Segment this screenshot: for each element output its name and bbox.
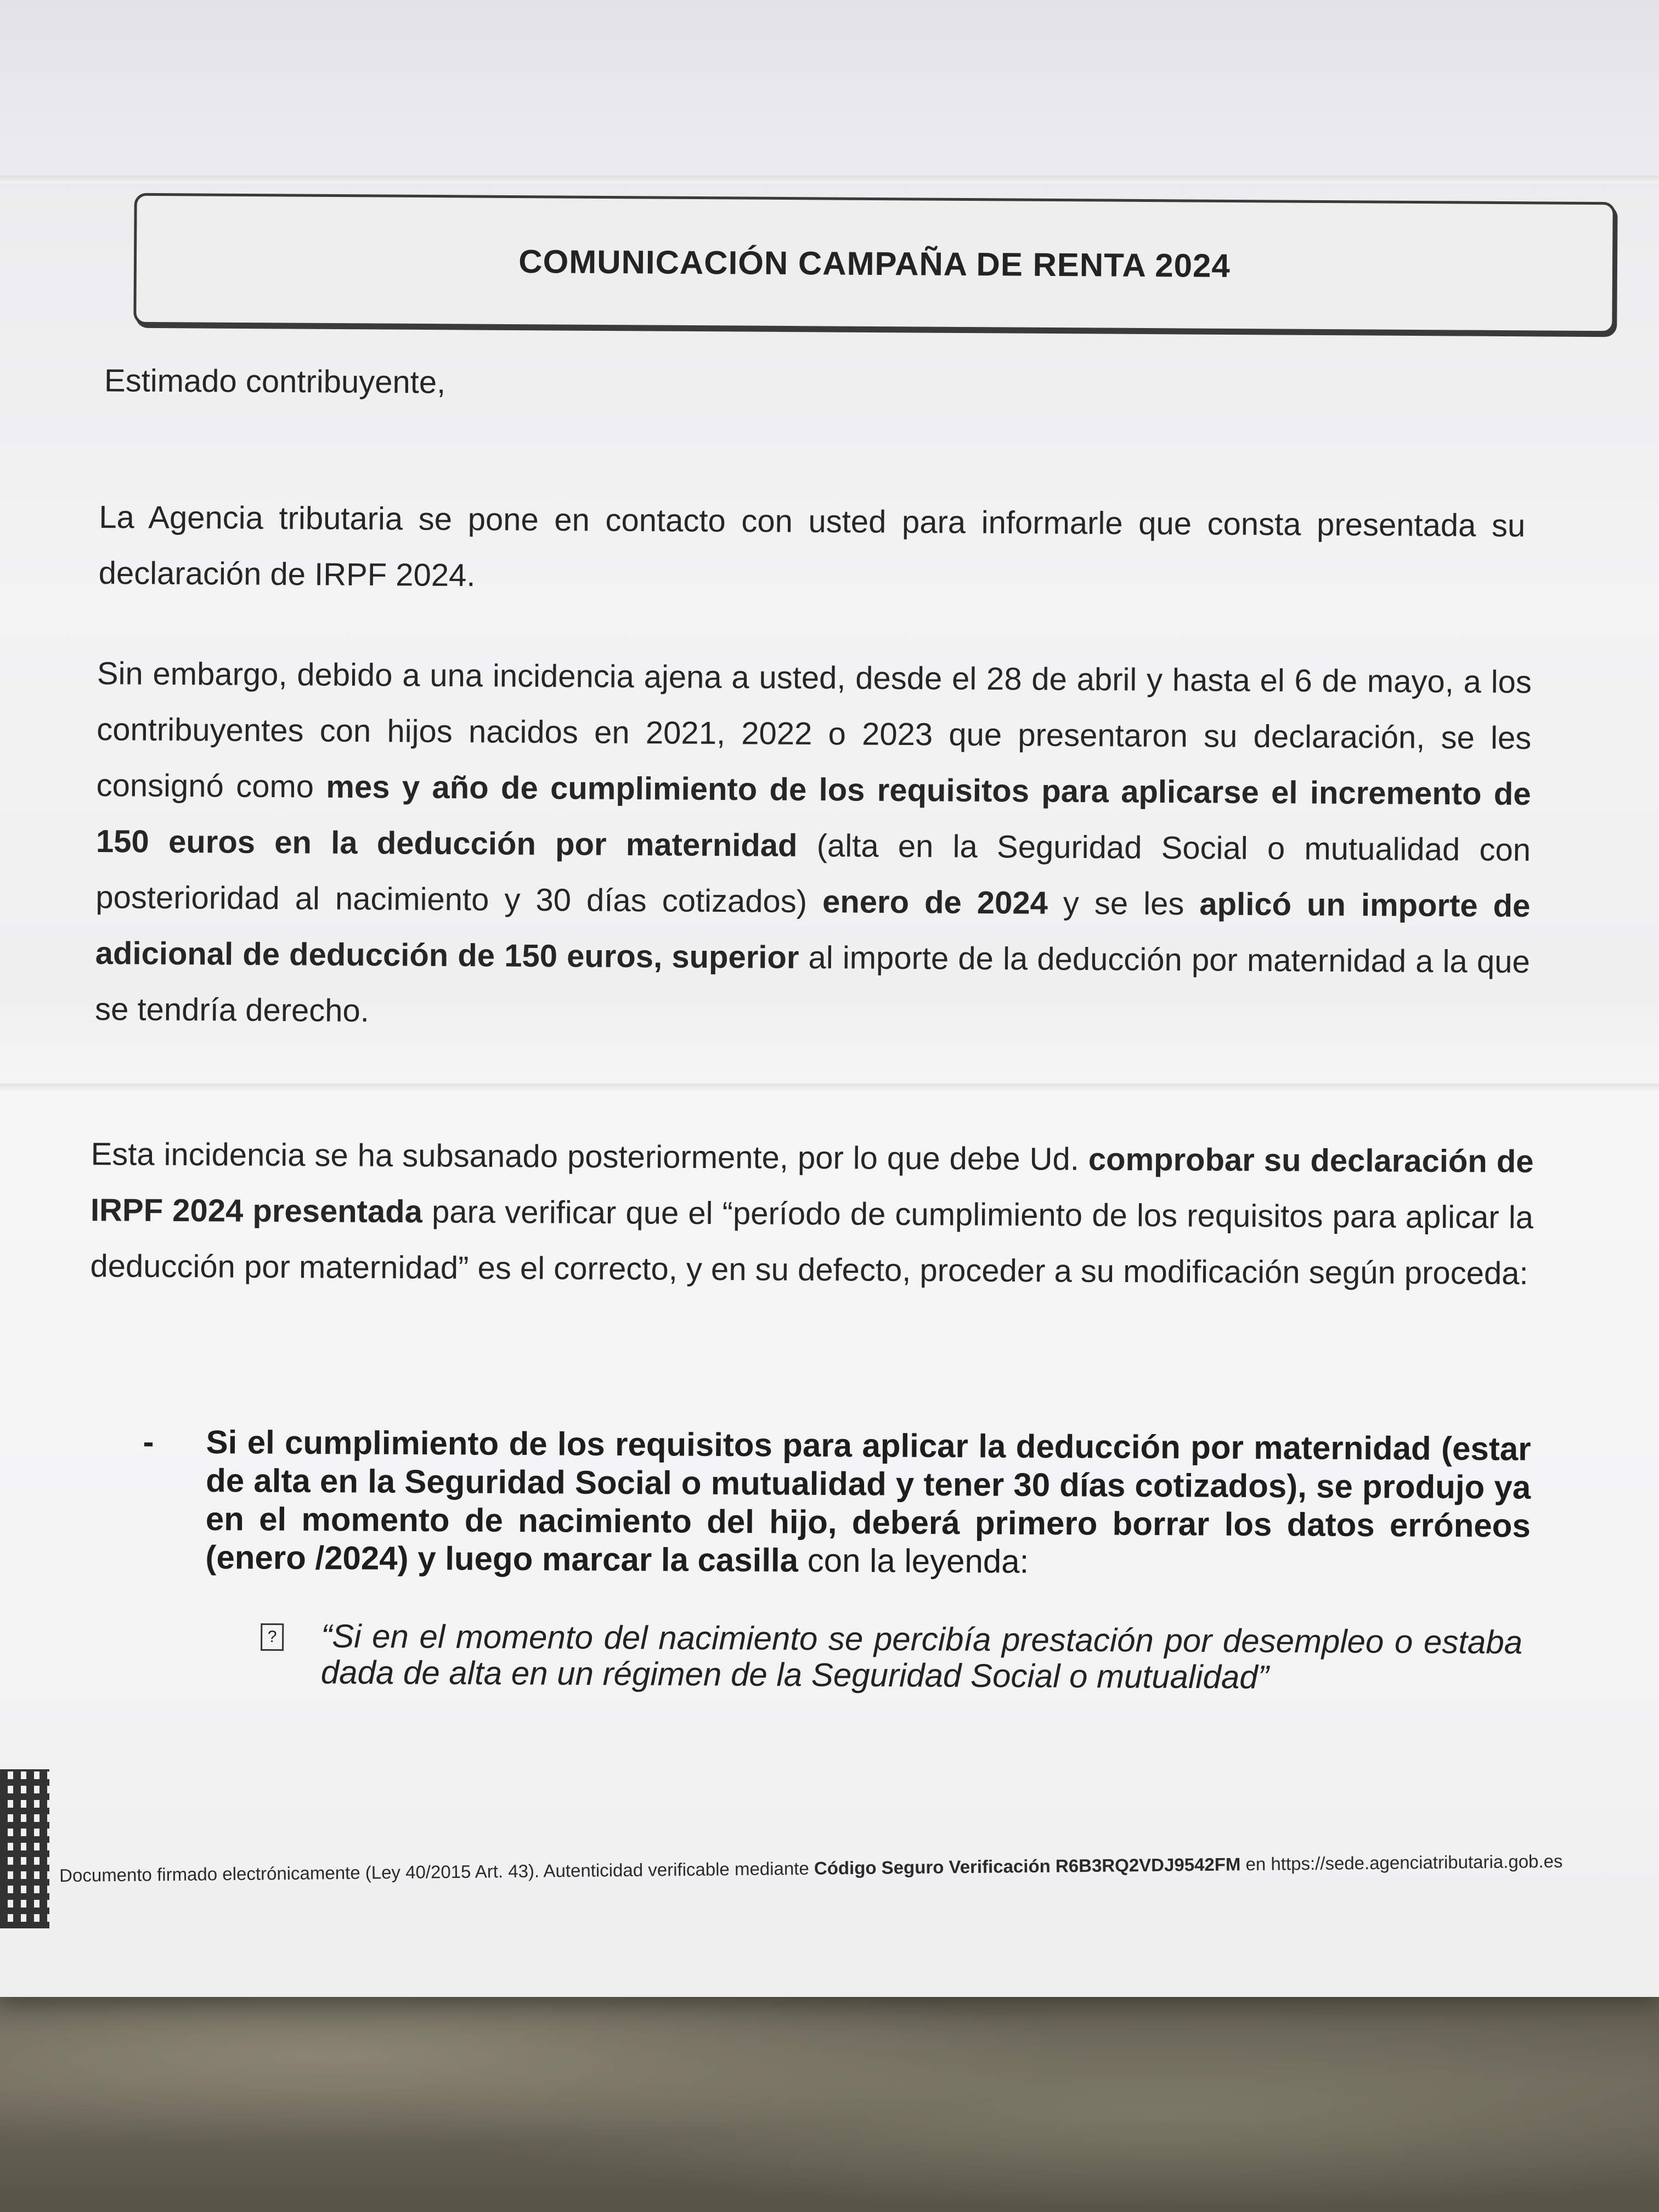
sub-list-item <box>261 1618 1523 1697</box>
footer-verification <box>59 1850 1650 1886</box>
footer-text-2: en https://sede.agenciatributaria.gob.es <box>1240 1850 1563 1875</box>
footer-text-1: Documento firmado electrónicamente (Ley 40/2015 Art. 43). Autenticidad verificable mediante <box>59 1858 815 1886</box>
list-item-normal: con la leyenda: <box>798 1542 1029 1580</box>
title-box <box>133 193 1615 334</box>
paragraph-2-bold-1: mes y año de cumplimiento de los requisitos para aplicarse el incremento de 150 euros en la deducción por maternidad <box>95 769 1531 864</box>
footer-csv-code: Código Seguro Verificación R6B3RQ2VDJ9542FM <box>814 1854 1241 1878</box>
paper-fold-top <box>0 176 1659 183</box>
list-item-body <box>205 1423 1531 1584</box>
paragraph-1: La Agencia tributaria se pone en contacto con usted para informarle que consta presentada su declaración de IRPF 2024. <box>98 499 1526 594</box>
paragraph-3 <box>90 1126 1534 1302</box>
paragraph-3-bold-1: comprobar su declaración de IRPF 2024 presentada <box>90 1141 1534 1230</box>
paragraph-2-text-4: al importe de la deducción por maternidad a la que se tendría derecho. <box>94 939 1530 1029</box>
paragraph-2-text-1: Sin embargo, debido a una incidencia ajena a usted, desde el 28 de abril y hasta el 6 de mayo, a los contribuyentes con hijos nacidos en 2021, 2022 o 2023 que presentaron su declaración, se les consignó como <box>96 656 1532 805</box>
paragraph-2-text-2: (alta en la Seguridad Social o mutualidad con posterioridad al nacimiento y 30 días cotizados) <box>95 827 1531 920</box>
paragraph-3-text-2: para verificar que el “período de cumplimiento de los requisitos para aplicar la deducción por maternidad” es el correcto, y en su defecto, proceder a su modificación según proceda: <box>90 1194 1534 1291</box>
sub-item-text: “Si en el momento del nacimiento se percibía prestación por desempleo o estaba dada de alta en un régimen de la Seguridad Social o mutualidad” <box>320 1617 1523 1696</box>
checkbox-icon: ? <box>261 1623 284 1651</box>
paragraph-2-bold-3: aplicó un importe de adicional de deducción de 150 euros, superior <box>95 886 1531 975</box>
greeting: Estimado contribuyente, <box>104 363 446 400</box>
paragraph-3-text-1: Esta incidencia se ha subsanado posteriormente, por lo que debe Ud. <box>91 1136 1089 1177</box>
qr-code-icon <box>0 1769 49 1928</box>
paragraph-2-bold-2: enero de 2024 <box>822 884 1048 921</box>
page-title: COMUNICACIÓN CAMPAÑA DE RENTA 2024 <box>518 242 1231 284</box>
list-item <box>142 1423 1531 1583</box>
paper-fold-middle <box>0 1084 1659 1093</box>
paragraph-2 <box>95 646 1532 1046</box>
list-item-bold: Si el cumplimiento de los requisitos para aplicar la deducción por maternidad (estar de alta en la Seguridad Social o mutualidad y tener 30 días cotizados), se produjo ya en el momento de nacimiento del hijo, deberá primero borrar los datos erróneos (enero /2024) y luego marcar la casilla <box>205 1423 1531 1579</box>
paragraph-2-text-3: y se les <box>1047 885 1200 922</box>
list-dash: - <box>143 1423 154 1460</box>
